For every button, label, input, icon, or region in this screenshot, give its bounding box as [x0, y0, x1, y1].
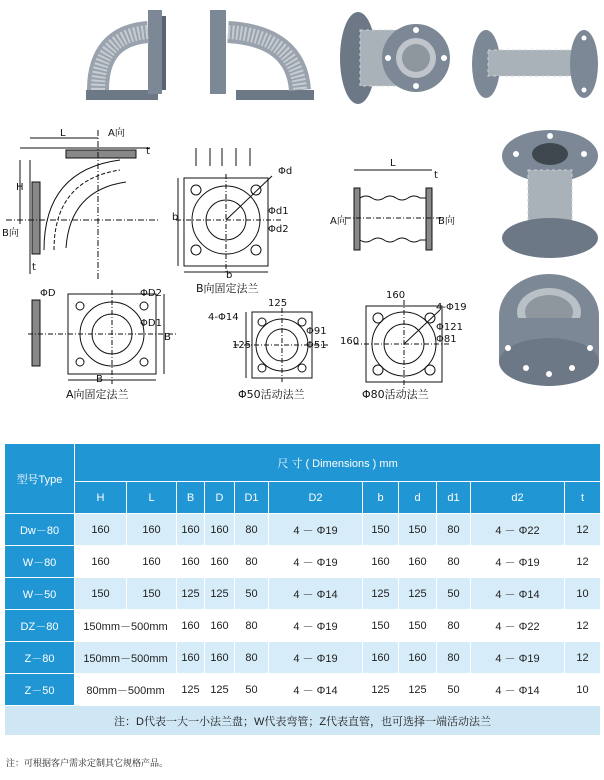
table-cell: 12	[565, 546, 601, 578]
elbow-dir-B: B向	[2, 228, 19, 239]
model-cell: Z－50	[5, 674, 75, 706]
table-cell: 4 － Φ22	[471, 610, 565, 642]
table-cell: 50	[235, 674, 269, 706]
table-cell: 50	[437, 578, 471, 610]
table-cell: 160	[205, 546, 235, 578]
table-cell: 160	[399, 642, 437, 674]
table-cell: 150mm－500mm	[75, 642, 177, 674]
table-cell: 12	[565, 514, 601, 546]
table-row	[5, 674, 601, 706]
col-header: d1	[437, 482, 471, 514]
table-cell: 80	[235, 610, 269, 642]
a-flange-dim-D1: ΦD1	[140, 318, 162, 329]
table-row	[5, 578, 601, 610]
a-flange-dim-B-bottom: B	[96, 374, 103, 385]
table-cell: 4 － Φ19	[269, 642, 363, 674]
flange80-dim-121: Φ121	[436, 322, 463, 333]
dimensions-header: 尺 寸 ( Dimensions ) mm	[75, 444, 601, 482]
table-cell: 160	[177, 610, 205, 642]
table-cell: 125	[399, 674, 437, 706]
table-cell: 160	[75, 514, 127, 546]
table-cell: 80	[437, 610, 471, 642]
flange80-dim-160-side: 160	[340, 336, 360, 347]
elbow-dim-t-top: t	[146, 146, 150, 157]
table-cell: 50	[235, 578, 269, 610]
model-cell: Dw－80	[5, 514, 75, 546]
b-flange-dim-d1: Φd1	[268, 206, 289, 217]
table-cell: 12	[565, 642, 601, 674]
footnote: 注：可根据客户需求定制其它规格产品。	[6, 759, 169, 769]
straight-side-drawing	[346, 164, 446, 264]
table-cell: 160	[177, 546, 205, 578]
flange50-holes: 4-Φ14	[208, 312, 239, 323]
col-header: d2	[471, 482, 565, 514]
table-cell: 4 － Φ19	[269, 514, 363, 546]
table-cell: 4 － Φ14	[471, 674, 565, 706]
elbow-hose-photo-2	[206, 6, 318, 104]
elbow-hose-photo-1	[84, 6, 188, 104]
table-cell: 4 － Φ19	[269, 610, 363, 642]
col-header: D	[205, 482, 235, 514]
col-header: D1	[235, 482, 269, 514]
table-cell: 160	[363, 642, 399, 674]
table-cell: 125	[363, 578, 399, 610]
side-dir-B: B向	[438, 216, 455, 227]
a-flange-drawing	[28, 290, 178, 386]
elbow-technical-drawing	[0, 120, 160, 280]
col-header: D2	[269, 482, 363, 514]
flange50-caption: Φ50活动法兰	[238, 388, 305, 401]
side-dim-t: t	[434, 170, 438, 181]
table-row	[5, 642, 601, 674]
table-cell: 125	[205, 674, 235, 706]
flange50-dim-91: Φ91	[306, 326, 327, 337]
flange50-dim-51: Φ51	[306, 340, 327, 351]
model-cell: Z－80	[5, 642, 75, 674]
flange50-dim-125-top: 125	[268, 298, 288, 309]
table-cell: 80mm－500mm	[75, 674, 177, 706]
table-cell: 10	[565, 578, 601, 610]
b-flange-caption: B向固定法兰	[196, 282, 259, 295]
b-flange-dim-d2: Φd2	[268, 224, 289, 235]
table-cell: 160	[205, 610, 235, 642]
table-cell: 4 － Φ14	[269, 674, 363, 706]
col-header: B	[177, 482, 205, 514]
table-cell: 150	[399, 610, 437, 642]
table-cell: 125	[363, 674, 399, 706]
table-cell: 160	[177, 514, 205, 546]
table-cell: 160	[177, 642, 205, 674]
a-flange-dim-D2: ΦD2	[140, 288, 162, 299]
table-cell: 160	[127, 514, 177, 546]
elbow-dir-A: A向	[108, 128, 125, 139]
flange80-caption: Φ80活动法兰	[362, 388, 429, 401]
table-cell: 50	[437, 674, 471, 706]
table-cell: 80	[437, 514, 471, 546]
table-cell: 4 － Φ19	[471, 546, 565, 578]
table-cell: 80	[235, 642, 269, 674]
col-header: b	[363, 482, 399, 514]
model-cell: W－50	[5, 578, 75, 610]
table-cell: 160	[205, 514, 235, 546]
a-flange-dim-D: ΦD	[40, 288, 56, 299]
table-row	[5, 546, 601, 578]
a-flange-caption: A向固定法兰	[66, 388, 129, 401]
b-flange-dim-d: Φd	[278, 166, 293, 177]
b-flange-dim-b-bottom: b	[226, 270, 233, 281]
long-bellows-photo	[470, 24, 600, 102]
table-cell: 125	[177, 578, 205, 610]
table-note: 注：D代表一大一小法兰盘；W代表弯管；Z代表直管，也可选择一端活动法兰	[5, 706, 601, 736]
table-cell: 125	[177, 674, 205, 706]
flange-bellows-photo-1	[498, 126, 602, 262]
table-cell: 150mm－500mm	[75, 610, 177, 642]
side-dir-A: A向	[330, 216, 347, 227]
table-cell: 150	[127, 578, 177, 610]
elbow-dim-t-bottom: t	[32, 262, 36, 273]
table-cell: 125	[205, 578, 235, 610]
table-row	[5, 610, 601, 642]
flange80-dim-81: Φ81	[436, 334, 457, 345]
table-cell: 4 － Φ14	[269, 578, 363, 610]
model-cell: DZ－80	[5, 610, 75, 642]
flange50-dim-125-side: 125	[232, 340, 252, 351]
table-cell: 160	[363, 546, 399, 578]
table-cell: 150	[399, 514, 437, 546]
col-header: d	[399, 482, 437, 514]
table-cell: 160	[75, 546, 127, 578]
table-cell: 4 － Φ19	[269, 546, 363, 578]
col-header: t	[565, 482, 601, 514]
table-cell: 150	[363, 514, 399, 546]
table-cell: 80	[235, 546, 269, 578]
elbow-dim-L: L	[60, 128, 66, 139]
b-flange-dim-b-side: b	[172, 212, 179, 223]
table-cell: 80	[437, 546, 471, 578]
col-header: L	[127, 482, 177, 514]
table-cell: 80	[437, 642, 471, 674]
model-cell: W－80	[5, 546, 75, 578]
table-cell: 160	[399, 546, 437, 578]
flange-bellows-photo-2	[496, 268, 602, 390]
table-cell: 12	[565, 610, 601, 642]
table-cell: 160	[205, 642, 235, 674]
spec-table	[4, 443, 601, 736]
table-cell: 160	[127, 546, 177, 578]
model-header: 型号Type	[5, 444, 75, 514]
flange80-holes: 4-Φ19	[436, 302, 467, 313]
short-bellows-photo	[336, 6, 450, 106]
table-cell: 10	[565, 674, 601, 706]
table-cell: 80	[235, 514, 269, 546]
col-header: H	[75, 482, 127, 514]
table-cell: 4 － Φ19	[471, 642, 565, 674]
table-cell: 125	[399, 578, 437, 610]
a-flange-dim-B-side: B	[164, 332, 171, 343]
side-dim-L: L	[390, 158, 396, 169]
table-cell: 150	[363, 610, 399, 642]
flange80-dim-160-top: 160	[386, 290, 406, 301]
table-cell: 150	[75, 578, 127, 610]
table-cell: 4 － Φ14	[471, 578, 565, 610]
table-row	[5, 514, 601, 546]
table-cell: 4 － Φ22	[471, 514, 565, 546]
elbow-dim-H: H	[16, 182, 24, 193]
